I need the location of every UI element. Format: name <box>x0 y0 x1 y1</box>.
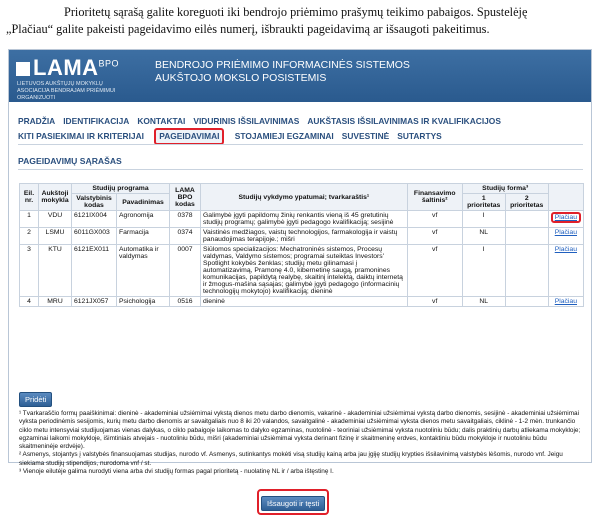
add-button-wrap <box>19 389 52 407</box>
col-programa: Studijų programa <box>72 184 170 194</box>
footnote-3: ³ Vienoje eilutėje galima nurodyti viena arba dvi studijų formas pagal prioritetą - nuolatinę NL ir / arba ištęstinę I. <box>19 468 334 476</box>
section-divider <box>18 169 583 170</box>
system-title: BENDROJO PRIĖMIMO INFORMACINĖS SISTEMOS AUKŠTOJO MOKSLO POSISTEMIS <box>155 59 410 84</box>
cell-nr: 2 <box>20 228 39 245</box>
col-forma: Studijų forma³ <box>462 184 548 194</box>
cell-nr: 1 <box>20 211 39 228</box>
cell-p2 <box>505 297 548 307</box>
cell-p1: NL <box>462 228 505 245</box>
cell-action <box>548 228 583 245</box>
cell-lama: 0374 <box>170 228 201 245</box>
instruction-text <box>6 4 594 38</box>
cell-ypatumai: Siūlomos specializacijos: Mechatroninės sistemos, Procesų valdymas, Valdymo sistemos; programai suteiktas Investors' Spotlight kokybės ženklas; studijų metu gilinamasi į automatizavimą, Pramonę 4.0, kibernetinę saugą, pramonines komunikacijas, papildytą realybę, skaitinį intelektą, daiktų internetą ir žmogus-mašina sąsajas; galimybė įgyti pedagogo (informacinių technologijų mokytojo) kvalifikaciją; dieninė <box>201 245 408 297</box>
cell-ypatumai: dieninė <box>201 297 408 307</box>
logo-subtitle: LIETUVOS AUKŠTŲJŲ MOKYKLŲ ASOCIACIJA BENDRAJAM PRIĖMIMUI ORGANIZUOTI <box>17 81 116 101</box>
nav-item[interactable]: STOJAMIEJI EGZAMINAI <box>234 131 334 141</box>
cell-nr: 4 <box>20 297 39 307</box>
placiau-link[interactable]: Plačiau <box>551 212 581 223</box>
placiau-link[interactable]: Plačiau <box>554 246 577 253</box>
col-ypatumai: Studijų vykdymo ypatumai; tvarkaraštis¹ <box>201 184 408 211</box>
col-action <box>548 184 583 211</box>
app-header <box>9 50 591 102</box>
col-pavadinimas: Pavadinimas <box>117 194 170 211</box>
cell-p1: NL <box>462 297 505 307</box>
cell-mokykla: VDU <box>39 211 72 228</box>
section-title: PAGEIDAVIMŲ SĄRAŠAS <box>18 156 122 166</box>
nav-item[interactable]: VIDURINIS IŠSILAVINIMAS <box>193 116 300 126</box>
nav-item[interactable]: KONTAKTAI <box>137 116 186 126</box>
cell-p2 <box>505 245 548 297</box>
table-row <box>20 211 584 228</box>
cell-p2 <box>505 228 548 245</box>
table-row <box>20 297 584 307</box>
nav-item[interactable]: AUKŠTASIS IŠSILAVINIMAS IR KVALIFIKACIJOS <box>307 116 501 126</box>
add-button[interactable]: Pridėti <box>19 392 52 407</box>
cell-ypatumai: Vaistinės medžiagos, vaistų technologijos, farmakologija ir vaistų panaudojimas terapijoje.; mišri <box>201 228 408 245</box>
logo-square-icon <box>16 62 30 76</box>
placiau-link[interactable]: Plačiau <box>554 298 577 305</box>
nav-pageidavimai[interactable]: PAGEIDAVIMAI <box>154 128 224 145</box>
col-finans: Finansavimo šaltinis² <box>407 184 462 211</box>
footnote-2: ² Asmenys, stojantys į valstybės finansuojamas studijas, nurodo vf. Asmenys, sutinkantys mokėti visą studijų kainą arba jau įgiję studijų krypties išsilavinimą valstybės lėšomis, nurodo vnf. Jeigu siekiama studijų stipendijos, nurodoma vnf / st. <box>19 451 563 467</box>
cell-pavadinimas: Automatika ir valdymas <box>117 245 170 297</box>
cell-finans: vf <box>407 297 462 307</box>
cell-action <box>548 245 583 297</box>
cell-pavadinimas: Farmacija <box>117 228 170 245</box>
nav-item[interactable]: IDENTIFIKACIJA <box>63 116 130 126</box>
cell-nr: 3 <box>20 245 39 297</box>
table-row <box>20 245 584 297</box>
table-row <box>20 228 584 245</box>
cell-kodas: 6121EX011 <box>72 245 117 297</box>
nav-item[interactable]: SUTARTYS <box>397 131 442 141</box>
placiau-link[interactable]: Plačiau <box>554 229 577 236</box>
cell-lama: 0378 <box>170 211 201 228</box>
footnotes <box>19 410 585 476</box>
cell-lama: 0007 <box>170 245 201 297</box>
nav-kiti-pasiekimai[interactable]: KITI PASIEKIMAI IR KRITERIJAI <box>18 131 144 141</box>
save-button-highlight <box>257 489 329 515</box>
cell-kodas: 6121IX004 <box>72 211 117 228</box>
cell-mokykla: KTU <box>39 245 72 297</box>
col-lama: LAMA BPO kodas <box>170 184 201 211</box>
footnote-1: ¹ Tvarkaraščio formų paaiškinimai: dieninė - akademiniai užsiėmimai vykstą dienos metu darbo dienomis, vakarinė - akademiniai užsiėmimai vykstą darbo dienomis, sesijinė - akademiniai užsiėmimai vyksta periodinėmis sesijomis, kurių metu darbo dienomis ar savaitgaliais nuo 8 iki 20 valandos, savaitgalinė - akademiniai užsiėmimai vyksta dienos metu savaitgaliais, ciklinė - 1-2 mėn. trunkančio ciklo metu intensyviai studijuojamas vienas dalykas, o ciklo pabaigoje laikomas to dalyko egzaminas, nuotolinė - teoriniai užsiėmimai vyksta nuotoliniu būdu; dalis praktinių darbų atliekama mokykloje; egzaminai laikomi mokykloje, išimtiniais atvejais - nuotoliniu būdu, mišri (akademiniai užsiėmimai vyksta derinant fizinę ir skaitmeninę erdves, kontaktiniu būdu mokykloje ir nuotoliniu būdu skaitmeninėje erdvėje). <box>19 410 581 451</box>
col-p2: 2 prioritetas <box>505 194 548 211</box>
cell-finans: vf <box>407 228 462 245</box>
cell-pavadinimas: Agronomija <box>117 211 170 228</box>
col-mokykla: Aukštoji mokykla <box>39 184 72 211</box>
cell-finans: vf <box>407 245 462 297</box>
cell-lama: 0516 <box>170 297 201 307</box>
save-continue-button[interactable]: Išsaugoti ir tęsti <box>261 496 325 511</box>
cell-p1: I <box>462 245 505 297</box>
instruction-line-2: „Plačiau“ galite pakeisti pageidavimo eilės numerį, išbraukti pageidavimą ar išsaugoti pakeitimus. <box>6 22 490 36</box>
instruction-line-1: Prioritetų sąrašą galite koreguoti iki bendrojo priėmimo prašymų teikimo pabaigos. Spustelėję <box>64 5 528 19</box>
nav-item[interactable]: SUVESTINĖ <box>341 131 390 141</box>
nav-divider <box>18 144 583 145</box>
cell-p2 <box>505 211 548 228</box>
cell-pavadinimas: Psichologija <box>117 297 170 307</box>
preferences-table <box>19 183 584 307</box>
lama-logo: $LAMA^{BPO}$ <box>16 55 119 81</box>
cell-action <box>548 211 583 228</box>
cell-kodas: 6011GX003 <box>72 228 117 245</box>
col-p1: 1 prioritetas <box>462 194 505 211</box>
app-window <box>8 49 592 508</box>
cell-ypatumai: Galimybė įgyti papildomų žinių renkantis vieną iš 45 gretutinių studijų programų; galimybė įgyti pedagogo kvalifikaciją; sesijinė <box>201 211 408 228</box>
cell-mokykla: MRU <box>39 297 72 307</box>
cell-mokykla: LSMU <box>39 228 72 245</box>
cell-p1: I <box>462 211 505 228</box>
cell-finans: vf <box>407 211 462 228</box>
col-kodas: Valstybinis kodas <box>72 194 117 211</box>
nav-item[interactable]: PRADŽIA <box>18 116 56 126</box>
main-nav <box>18 115 509 145</box>
col-eil: Eil. nr. <box>20 184 39 211</box>
cell-kodas: 6121JX057 <box>72 297 117 307</box>
cell-action <box>548 297 583 307</box>
